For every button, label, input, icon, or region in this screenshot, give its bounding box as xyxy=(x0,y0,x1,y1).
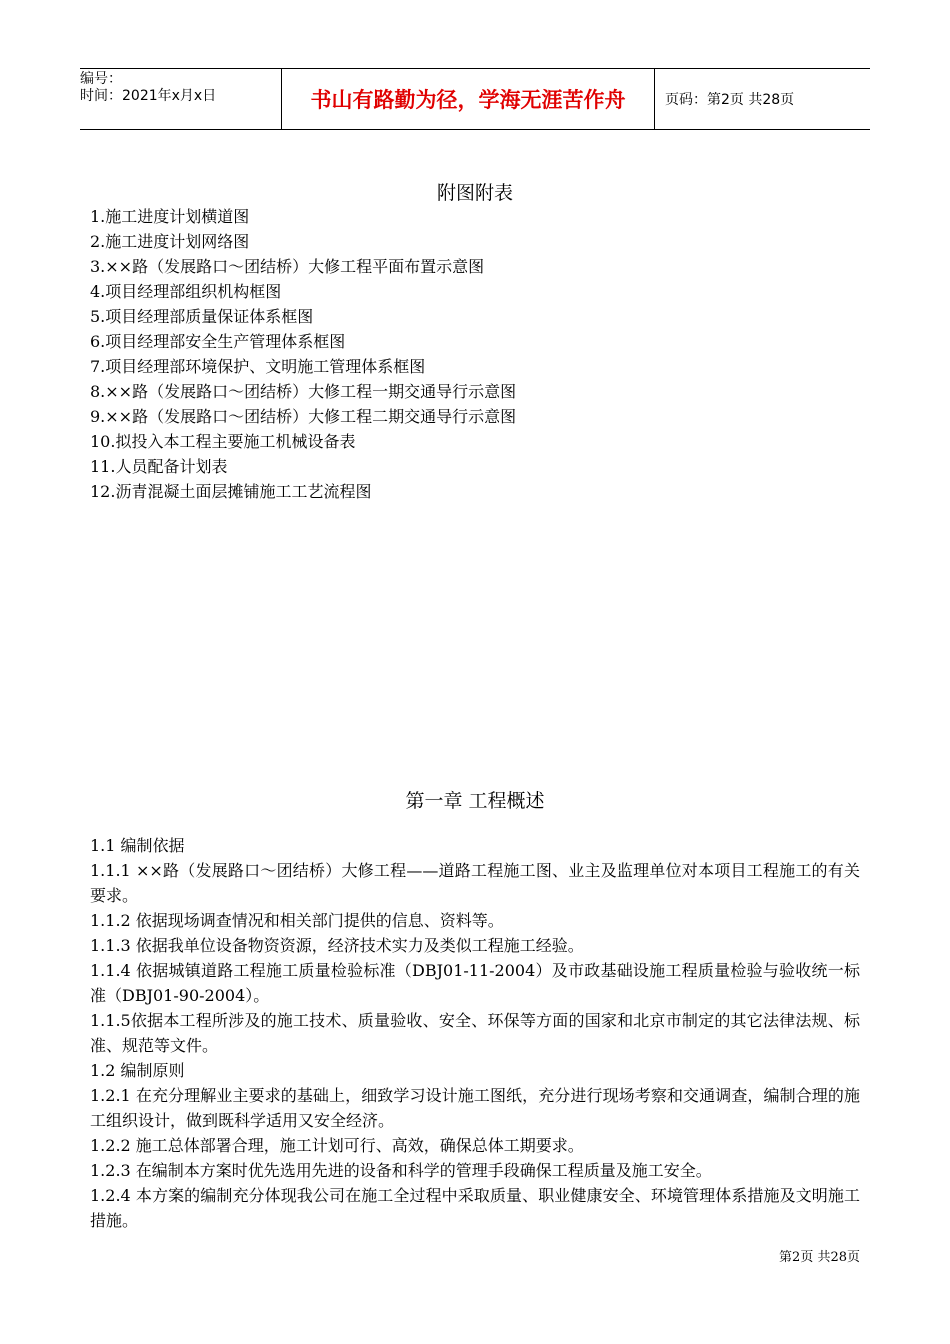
appendix-title: 附图附表 xyxy=(436,182,513,204)
paragraph: 1.2.3 在编制本方案时优先选用先进的设备和科学的管理手段确保工程质量及施工安全。 xyxy=(90,1161,712,1180)
appendix-item: 1.施工进度计划横道图 xyxy=(90,207,250,226)
appendix-list xyxy=(90,204,870,504)
appendix-item: 8.××路（发展路口～团结桥）大修工程一期交通导行示意图 xyxy=(90,382,517,401)
paragraph: 1.2.1 在充分理解业主要求的基础上，细致学习设计施工图纸，充分进行现场考察和交通调查，编制合理的施工组织设计，做到既科学适用又安全经济。 xyxy=(90,1086,860,1130)
appendix-item: 3.××路（发展路口～团结桥）大修工程平面布置示意图 xyxy=(90,257,485,276)
appendix-item: 11.人员配备计划表 xyxy=(90,457,228,476)
appendix-item: 2.施工进度计划网络图 xyxy=(90,232,250,251)
section-heading: 1.2 编制原则 xyxy=(90,1061,185,1080)
paragraph: 1.2.4 本方案的编制充分体现我公司在施工全过程中采取质量、职业健康安全、环境管理体系措施及文明施工措施。 xyxy=(90,1186,860,1230)
header-meta xyxy=(80,69,282,129)
paragraph: 1.2.2 施工总体部署合理，施工计划可行、高效，确保总体工期要求。 xyxy=(90,1136,584,1155)
chapter-body xyxy=(90,833,860,1233)
paragraph: 1.1.4 依据城镇道路工程施工质量检验标准（DBJ01-11-2004）及市政基础设施工程质量检验与验收统一标准（DBJ01-90-2004）。 xyxy=(90,961,860,1005)
paragraph: 1.1.1 ××路（发展路口～团结桥）大修工程——道路工程施工图、业主及监理单位对本项目工程施工的有关要求。 xyxy=(90,861,860,905)
document-date: 时间：2021年x月x日 xyxy=(80,88,217,104)
page-header xyxy=(80,68,870,130)
chapter-title: 第一章 工程概述 xyxy=(405,790,545,812)
section-heading: 1.1 编制依据 xyxy=(90,836,185,855)
appendix-item: 7.项目经理部环境保护、文明施工管理体系框图 xyxy=(90,357,426,376)
paragraph: 1.1.3 依据我单位设备物资资源，经济技术实力及类似工程施工经验。 xyxy=(90,936,584,955)
appendix-item: 5.项目经理部质量保证体系框图 xyxy=(90,307,314,326)
appendix-item: 6.项目经理部安全生产管理体系框图 xyxy=(90,332,346,351)
paragraph: 1.1.5依据本工程所涉及的施工技术、质量验收、安全、环保等方面的国家和北京市制定的其它法律法规、标准、规范等文件。 xyxy=(90,1011,860,1055)
page-footer: 第2页 共28页 xyxy=(779,1250,860,1265)
appendix-item: 9.××路（发展路口～团结桥）大修工程二期交通导行示意图 xyxy=(90,407,517,426)
paragraph: 1.1.2 依据现场调查情况和相关部门提供的信息、资料等。 xyxy=(90,911,504,930)
appendix-item: 4.项目经理部组织机构框图 xyxy=(90,282,282,301)
header-page-info: 页码：第2页 共28页 xyxy=(665,92,795,108)
appendix-item: 12.沥青混凝土面层摊铺施工工艺流程图 xyxy=(90,482,372,501)
header-motto: 书山有路勤为径，学海无涯苦作舟 xyxy=(282,69,655,129)
document-number-label: 编号： xyxy=(80,71,122,87)
appendix-item: 10.拟投入本工程主要施工机械设备表 xyxy=(90,432,356,451)
